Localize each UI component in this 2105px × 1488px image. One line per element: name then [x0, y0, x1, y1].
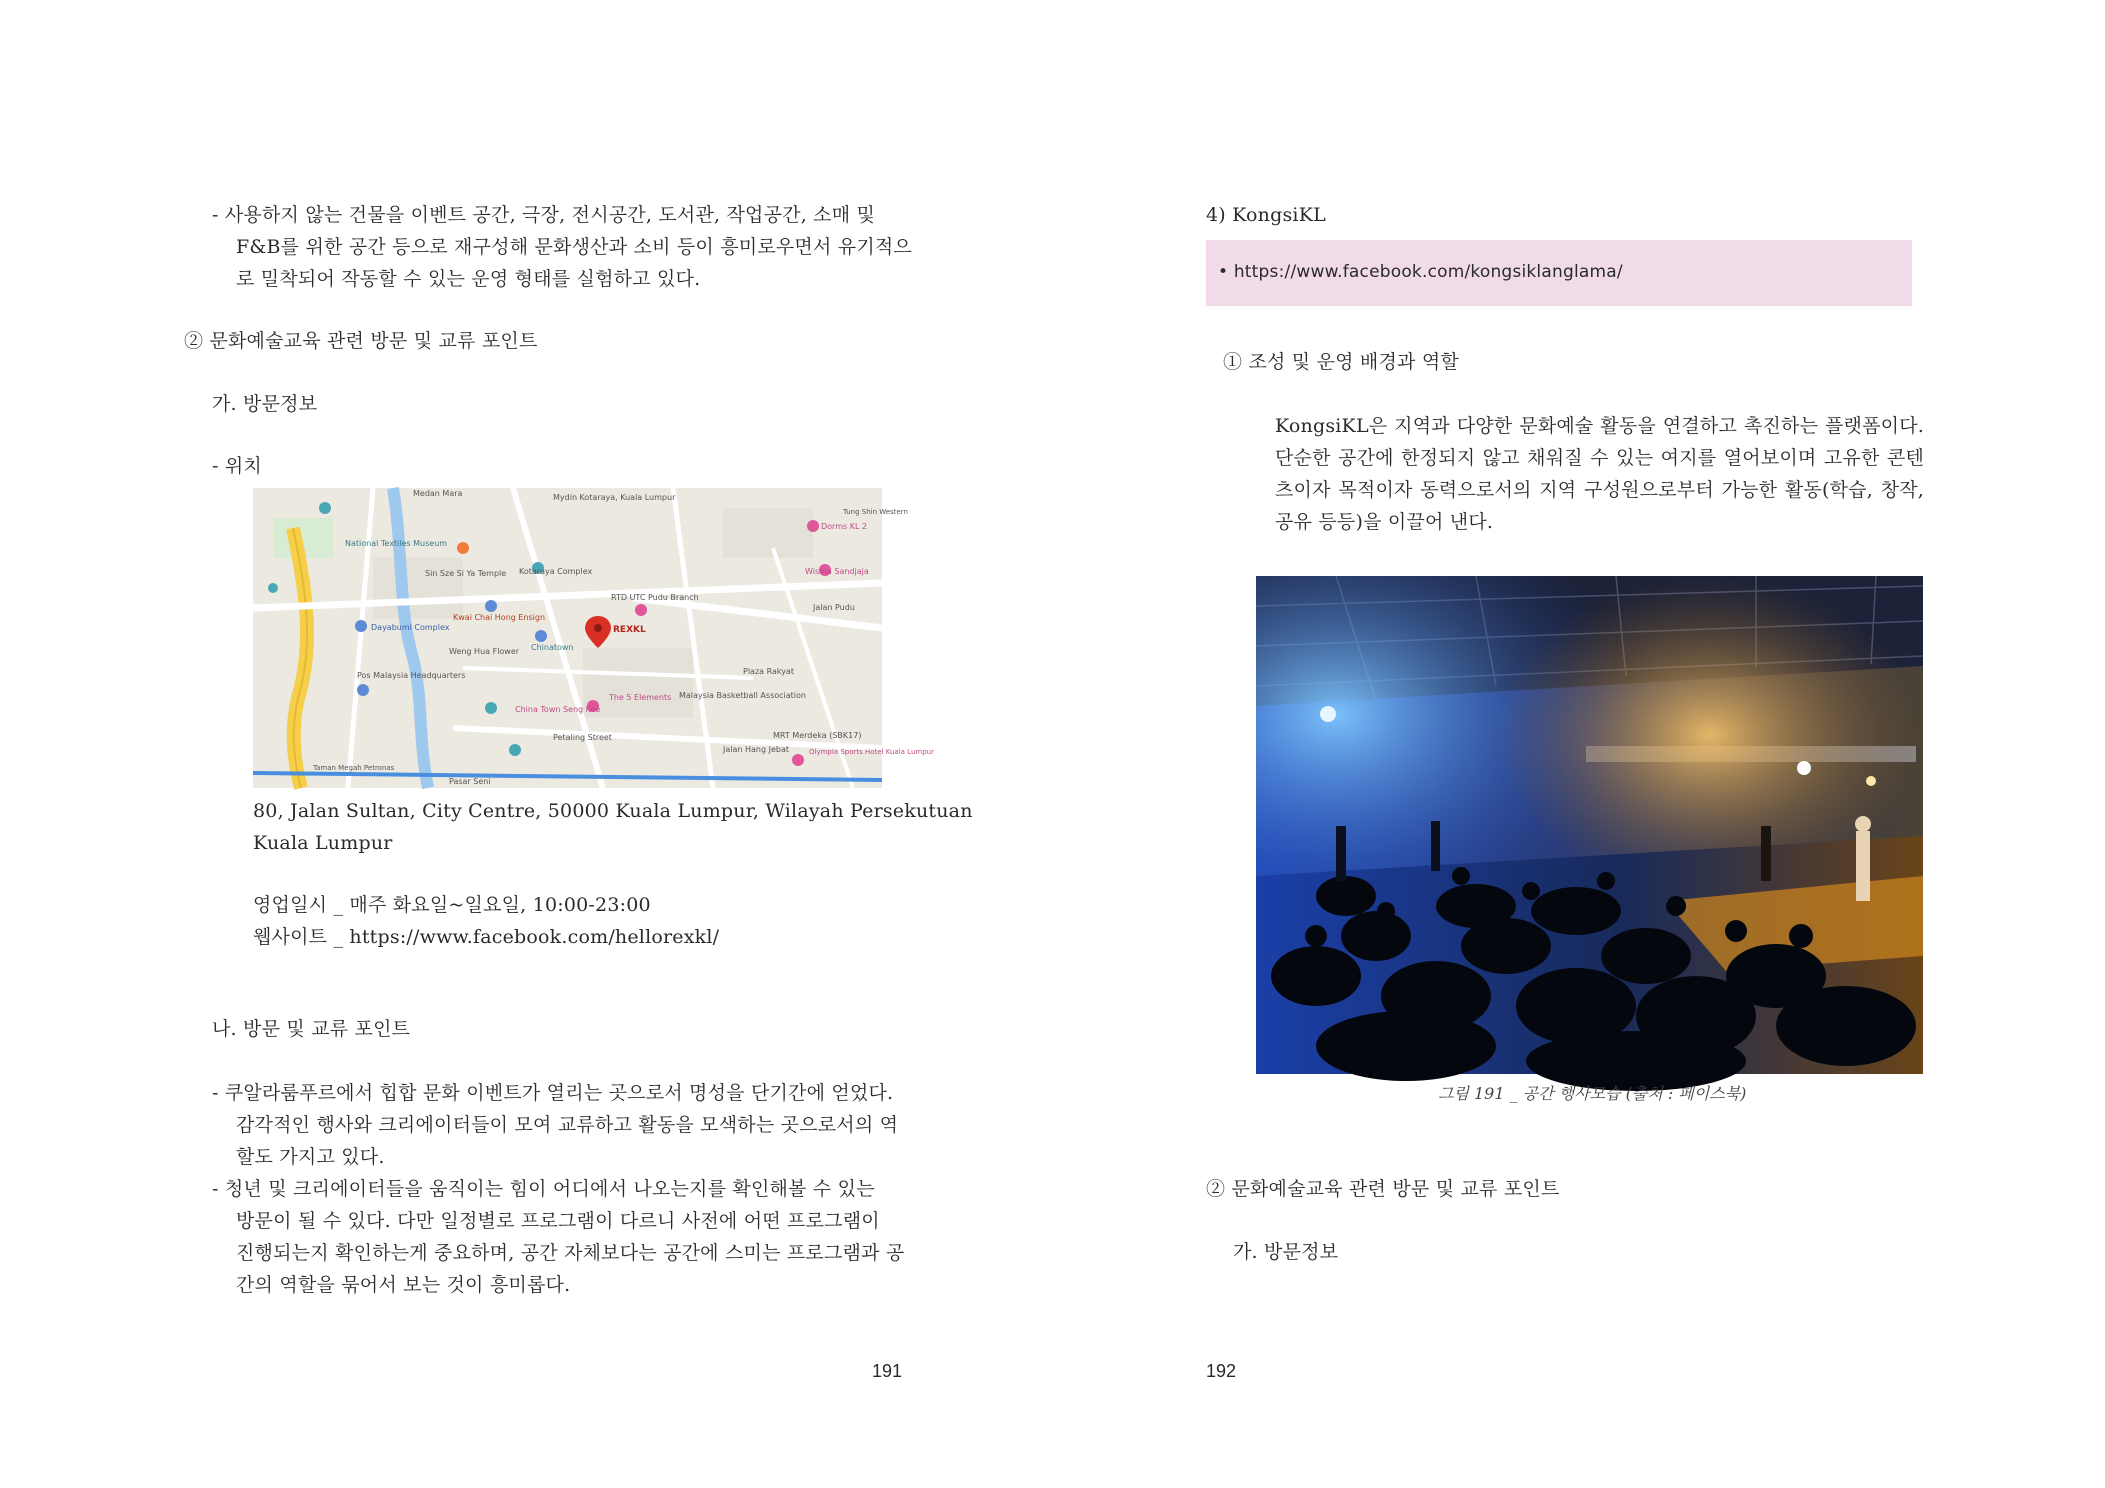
bullet-top-line-1: - 사용하지 않는 건물을 이벤트 공간, 극장, 전시공간, 도서관, 작업공간, 소매 및 [212, 204, 876, 226]
location-map[interactable] [253, 488, 934, 788]
left-page [0, 0, 1052, 1488]
opening-hours: 영업일시 _ 매주 화요일~일요일, 10:00-23:00 [253, 894, 651, 916]
map-label: The 5 Elements [609, 693, 672, 702]
map-graphic [253, 488, 934, 788]
map-label: Dorms KL 2 [821, 522, 868, 531]
intro-line-2: 단순한 공간에 한정되지 않고 채워질 수 있는 여지를 열어보이며 고유한 콘텐 [1275, 447, 1924, 469]
map-label: Pasar Seni [449, 777, 491, 786]
map-label: Kotaraya Complex [519, 567, 593, 576]
map-label: National Textiles Museum [345, 539, 448, 548]
map-label: Petaling Street [553, 733, 612, 742]
intro-line-3: 츠이자 목적이자 동력으로서의 지역 구성원으로부터 가능한 활동(학습, 창작, [1275, 479, 1924, 501]
map-label: MRT Merdeka (SBK17) [773, 731, 862, 740]
intro-line-4: 공유 등등)을 이끌어 낸다. [1275, 511, 1494, 533]
map-label: Jalan Hang Jebat [723, 745, 790, 754]
address-line-2: Kuala Lumpur [253, 832, 393, 854]
map-label: RTD UTC Pudu Branch [611, 593, 699, 602]
bullet-b2-line-4: 간의 역할을 묶어서 보는 것이 흥미롭다. [236, 1274, 571, 1296]
map-label: China Town Seng Kee [515, 705, 601, 714]
address-line-1: 80, Jalan Sultan, City Centre, 50000 Kuala Lumpur, Wilayah Persekutuan [253, 800, 973, 822]
bullet-b2-line-2: 방문이 될 수 있다. 다만 일정별로 프로그램이 다르니 사전에 어떤 프로그램이 [236, 1210, 880, 1232]
map-label: Tung Shin Western [843, 508, 908, 516]
section-heading-1: ① 조성 및 운영 배경과 역할 [1223, 351, 1459, 373]
map-label: Jalan Pudu [813, 603, 855, 612]
map-label: Plaza Rakyat [743, 667, 794, 676]
section-heading-2-right: ② 문화예술교육 관련 방문 및 교류 포인트 [1206, 1178, 1560, 1200]
bullet-b2-line-3: 진행되는지 확인하는게 중요하며, 공간 자체보다는 공간에 스미는 프로그램과 공 [236, 1242, 905, 1264]
bullet-top-line-3: 로 밀착되어 작동할 수 있는 운영 형태를 실험하고 있다. [236, 268, 701, 290]
right-page [1053, 0, 2105, 1488]
map-label: Kwai Chai Hong Ensign [453, 613, 546, 622]
map-label: Mydin Kotaraya, Kuala Lumpur [553, 493, 676, 502]
website[interactable]: 웹사이트 _ https://www.facebook.com/hellorexkl/ [253, 926, 720, 948]
subheading-exchange-points: 나. 방문 및 교류 포인트 [212, 1018, 411, 1040]
location-label: - 위치 [212, 455, 262, 477]
map-label: Wisma Sandjaja [805, 567, 869, 576]
url-box [1206, 240, 1912, 306]
map-label: Medan Mara [413, 489, 463, 498]
photo-caption: 그림 191 _ 공간 행사모습 (출처 : 페이스북) [1438, 1084, 1747, 1103]
map-label: Pos Malaysia Headquarters [357, 671, 466, 680]
subheading-visit-info-right: 가. 방문정보 [1233, 1241, 1339, 1263]
map-label-rexkl: REXKL [613, 625, 646, 635]
page-number-right: 192 [1206, 1361, 1237, 1381]
section-title-kongsikl: 4) KongsiKL [1206, 204, 1326, 226]
bullet-b1-line-3: 할도 가지고 있다. [236, 1146, 385, 1168]
subheading-visit-info: 가. 방문정보 [212, 393, 318, 415]
bullet-b1-line-2: 감각적인 행사와 크리에이터들이 모여 교류하고 활동을 모색하는 곳으로서의 역 [236, 1114, 899, 1136]
section-heading-2: ② 문화예술교육 관련 방문 및 교류 포인트 [184, 330, 538, 352]
bullet-b1-line-1: - 쿠알라룸푸르에서 힙합 문화 이벤트가 열리는 곳으로서 명성을 단기간에 얻었다. [212, 1082, 894, 1104]
map-label: Weng Hua Flower [449, 647, 520, 656]
map-label: Malaysia Basketball Association [679, 691, 806, 700]
map-label: Chinatown [531, 643, 574, 652]
map-label: Dayabumi Complex [371, 623, 450, 632]
bullet-b2-line-1: - 청년 및 크리에이터들을 움직이는 힘이 어디에서 나오는지를 확인해볼 수 있는 [212, 1178, 875, 1200]
map-label: Olympia Sports Hotel Kuala Lumpur [809, 748, 934, 756]
map-label: Taman Megah Petronas [313, 764, 395, 772]
intro-line-1: KongsiKL은 지역과 다양한 문화예술 활동을 연결하고 촉진하는 플랫폼이다. [1275, 415, 1924, 437]
event-photo [1256, 576, 1923, 1074]
event-photo-graphic [1256, 576, 1923, 1074]
facebook-url[interactable]: • https://www.facebook.com/kongsiklanglama/ [1218, 262, 1623, 282]
bullet-top-line-2: F&B를 위한 공간 등으로 재구성해 문화생산과 소비 등이 흥미로우면서 유기적으 [236, 236, 912, 258]
page-number-left: 191 [872, 1361, 903, 1381]
map-label: Sin Sze Si Ya Temple [425, 569, 507, 578]
